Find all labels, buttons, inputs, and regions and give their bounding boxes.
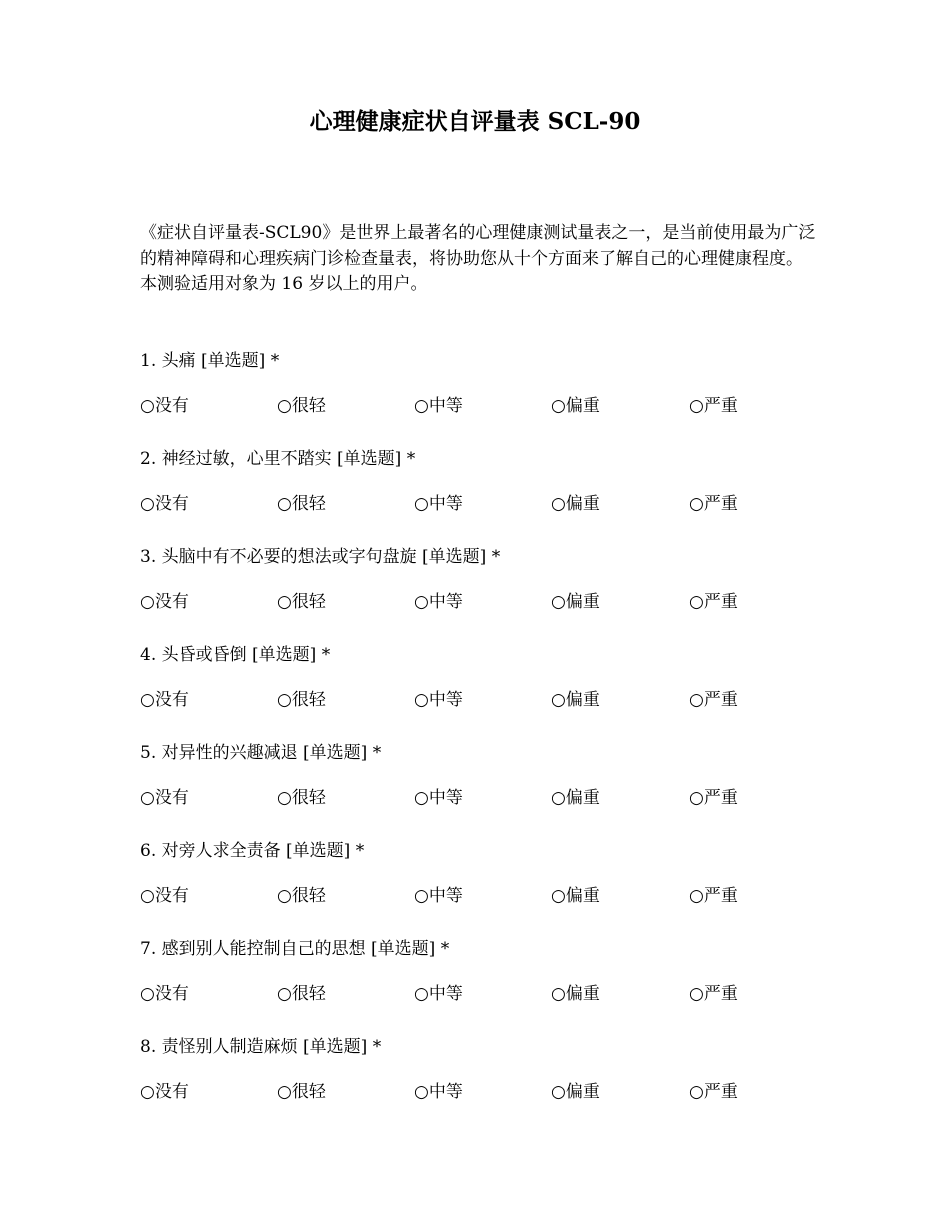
option-label: 严重 [703,690,738,710]
radio-circle-icon: ○ [414,886,429,906]
radio-option[interactable] [140,491,189,517]
radio-circle-icon: ○ [414,788,429,808]
option-label: 很轻 [291,1082,326,1102]
radio-circle-icon: ○ [277,690,292,710]
radio-circle-icon: ○ [414,1082,429,1102]
radio-option[interactable] [277,393,326,419]
option-label: 中等 [428,690,463,710]
option-group [140,785,840,811]
question-text: 5. 对异性的兴趣减退 [单选题] * [140,743,382,763]
option-label: 偏重 [565,494,600,514]
question-text: 1. 头痛 [单选题] * [140,351,280,371]
option-label: 严重 [703,494,738,514]
radio-option[interactable] [551,589,600,615]
radio-circle-icon: ○ [277,788,292,808]
radio-circle-icon: ○ [414,984,429,1004]
question-text: 3. 头脑中有不必要的想法或字句盘旋 [单选题] * [140,547,501,567]
question-item [140,446,840,544]
option-label: 很轻 [291,690,326,710]
option-group [140,1079,840,1105]
radio-option[interactable] [140,883,189,909]
option-label: 中等 [428,1082,463,1102]
question-item [140,936,840,1034]
option-label: 偏重 [565,886,600,906]
radio-circle-icon: ○ [551,1082,566,1102]
option-label: 偏重 [565,396,600,416]
radio-option[interactable] [140,589,189,615]
radio-circle-icon: ○ [551,788,566,808]
option-label: 中等 [428,788,463,808]
radio-circle-icon: ○ [277,592,292,612]
radio-option[interactable] [689,687,738,713]
radio-circle-icon: ○ [551,690,566,710]
radio-option[interactable] [414,393,463,419]
radio-circle-icon: ○ [689,984,704,1004]
option-label: 很轻 [291,396,326,416]
radio-circle-icon: ○ [414,494,429,514]
radio-option[interactable] [551,491,600,517]
radio-circle-icon: ○ [277,984,292,1004]
question-item [140,838,840,936]
question-item [140,1034,840,1132]
radio-option[interactable] [551,1079,600,1105]
radio-option[interactable] [414,589,463,615]
option-label: 严重 [703,788,738,808]
radio-circle-icon: ○ [551,396,566,416]
radio-circle-icon: ○ [140,886,155,906]
radio-option[interactable] [414,785,463,811]
radio-option[interactable] [414,687,463,713]
option-label: 中等 [428,886,463,906]
radio-option[interactable] [140,785,189,811]
option-label: 偏重 [565,984,600,1004]
radio-circle-icon: ○ [140,788,155,808]
option-label: 严重 [703,592,738,612]
option-label: 偏重 [565,592,600,612]
option-label: 很轻 [291,788,326,808]
radio-circle-icon: ○ [551,984,566,1004]
option-label: 偏重 [565,1082,600,1102]
radio-option[interactable] [551,393,600,419]
option-label: 没有 [154,396,189,416]
radio-option[interactable] [277,491,326,517]
radio-option[interactable] [277,1079,326,1105]
radio-circle-icon: ○ [551,592,566,612]
radio-option[interactable] [689,785,738,811]
question-text: 4. 头昏或昏倒 [单选题] * [140,645,331,665]
option-label: 中等 [428,396,463,416]
option-label: 很轻 [291,592,326,612]
radio-option[interactable] [414,1079,463,1105]
option-label: 偏重 [565,788,600,808]
radio-circle-icon: ○ [140,690,155,710]
radio-circle-icon: ○ [551,886,566,906]
radio-option[interactable] [277,785,326,811]
radio-option[interactable] [414,883,463,909]
radio-circle-icon: ○ [689,592,704,612]
option-group [140,981,840,1007]
radio-circle-icon: ○ [689,494,704,514]
radio-circle-icon: ○ [140,494,155,514]
radio-circle-icon: ○ [689,886,704,906]
radio-circle-icon: ○ [414,690,429,710]
question-item [140,740,840,838]
radio-option[interactable] [414,981,463,1007]
option-label: 没有 [154,886,189,906]
radio-option[interactable] [140,1079,189,1105]
radio-option[interactable] [277,981,326,1007]
option-label: 中等 [428,592,463,612]
radio-option[interactable] [414,491,463,517]
option-label: 严重 [703,396,738,416]
radio-option[interactable] [689,883,738,909]
radio-circle-icon: ○ [414,592,429,612]
question-text: 8. 责怪别人制造麻烦 [单选题] * [140,1037,382,1057]
question-item [140,348,840,446]
radio-option[interactable] [689,393,738,419]
radio-circle-icon: ○ [551,494,566,514]
option-group [140,589,840,615]
radio-circle-icon: ○ [689,690,704,710]
question-text: 6. 对旁人求全责备 [单选题] * [140,841,365,861]
option-label: 没有 [154,984,189,1004]
radio-option[interactable] [140,687,189,713]
option-label: 中等 [428,984,463,1004]
radio-option[interactable] [689,589,738,615]
option-label: 严重 [703,984,738,1004]
option-label: 没有 [154,494,189,514]
radio-circle-icon: ○ [140,1082,155,1102]
option-label: 没有 [154,1082,189,1102]
radio-option[interactable] [551,687,600,713]
radio-option[interactable] [689,491,738,517]
option-label: 很轻 [291,494,326,514]
question-item [140,544,840,642]
option-group [140,687,840,713]
radio-option[interactable] [277,589,326,615]
option-label: 没有 [154,788,189,808]
intro-paragraph: 《症状自评量表-SCL90》是世界上最著名的心理健康测试量表之一，是当前使用最为广泛的精神障碍和心理疾病门诊检查量表，将协助您从十个方面来了解自己的心理健康程度。 本测验适用对象为 16 岁以上的用户。 [140,223,816,294]
option-label: 很轻 [291,984,326,1004]
radio-circle-icon: ○ [689,396,704,416]
radio-circle-icon: ○ [140,396,155,416]
option-label: 很轻 [291,886,326,906]
radio-circle-icon: ○ [277,1082,292,1102]
question-list [140,348,840,1132]
option-label: 严重 [703,1082,738,1102]
radio-circle-icon: ○ [140,984,155,1004]
radio-option[interactable] [140,981,189,1007]
option-label: 偏重 [565,690,600,710]
radio-option[interactable] [140,393,189,419]
radio-option[interactable] [551,981,600,1007]
question-item [140,642,840,740]
radio-option[interactable] [551,883,600,909]
radio-option[interactable] [277,883,326,909]
option-group [140,883,840,909]
radio-option[interactable] [551,785,600,811]
radio-circle-icon: ○ [414,396,429,416]
radio-option[interactable] [689,1079,738,1105]
question-text: 2. 神经过敏，心里不踏实 [单选题] * [140,449,416,469]
radio-option[interactable] [689,981,738,1007]
radio-circle-icon: ○ [277,494,292,514]
question-text: 7. 感到别人能控制自己的思想 [单选题] * [140,939,450,959]
radio-circle-icon: ○ [277,396,292,416]
option-group [140,393,840,419]
radio-circle-icon: ○ [689,788,704,808]
option-group [140,491,840,517]
radio-option[interactable] [277,687,326,713]
option-label: 没有 [154,592,189,612]
radio-circle-icon: ○ [689,1082,704,1102]
radio-circle-icon: ○ [277,886,292,906]
page-title: 心理健康症状自评量表 SCL-90 [309,108,641,135]
radio-circle-icon: ○ [140,592,155,612]
option-label: 没有 [154,690,189,710]
option-label: 严重 [703,886,738,906]
option-label: 中等 [428,494,463,514]
